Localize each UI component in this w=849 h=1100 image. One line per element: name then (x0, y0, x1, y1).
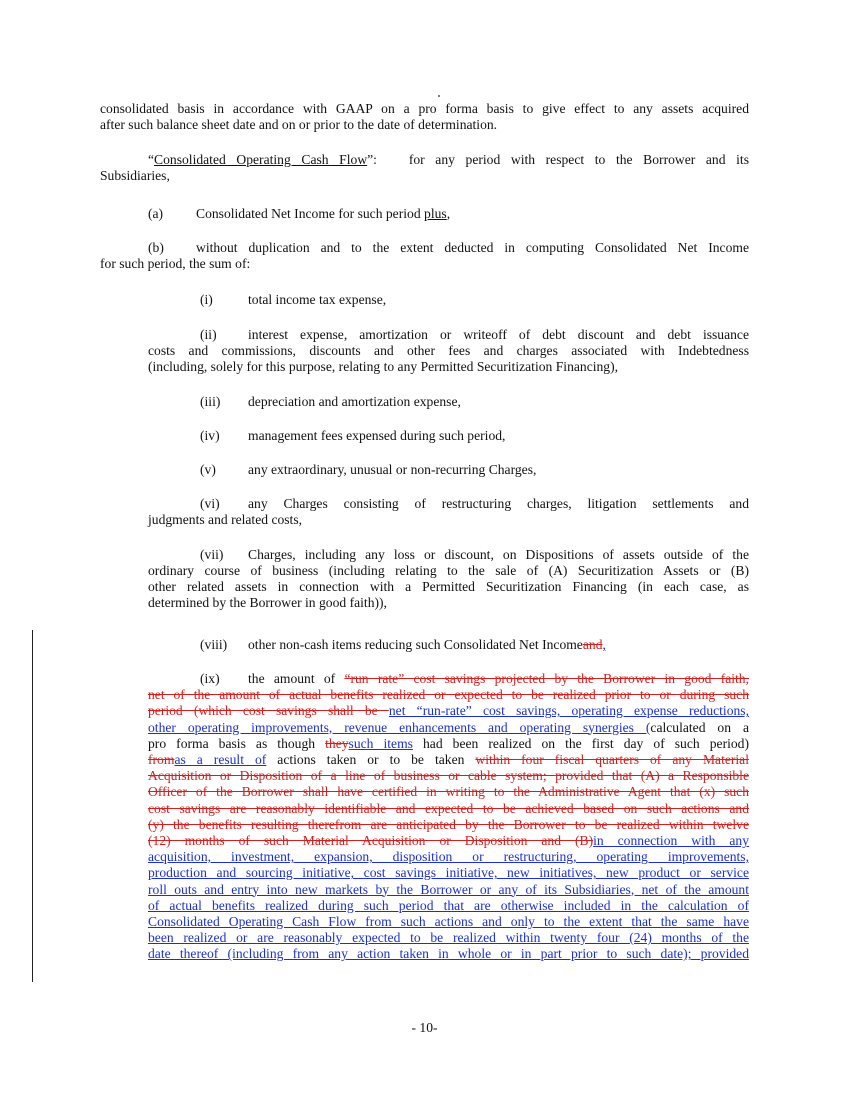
inserted-text: production and sourcing initiative, cost savings initiative, new initiatives, new product or service (148, 865, 749, 881)
item-b-line-1 (100, 240, 749, 256)
item-vii-line-1 (148, 547, 749, 563)
deleted-text: provided (555, 768, 604, 784)
item-iii-text: depreciation and amortization expense, (248, 394, 461, 409)
body-text: actions taken or to be taken (266, 752, 476, 767)
item-vi-line-2: judgments and related costs, (148, 512, 303, 527)
item-ii-line-1 (148, 327, 749, 343)
body-text: pro forma basis as though (148, 735, 326, 751)
item-ix-line (148, 687, 749, 703)
deleted-text: cost savings are reasonably identifiable and expected to be achieved based on such actions and (148, 800, 749, 816)
item-ix-line (148, 703, 749, 719)
item-ix-line (148, 768, 749, 784)
inserted-text: acquisition, investment, expansion, disposition or restructuring, operating improvements, (148, 849, 749, 865)
item-iv-label: (iv) (200, 428, 220, 443)
open-quote: “ (148, 152, 155, 167)
item-v-text: any extraordinary, unusual or non-recurring Charges, (248, 462, 537, 477)
item-vii-line-4: determined by the Borrower in good faith)), (148, 595, 387, 610)
item-a-tail: , (446, 206, 451, 221)
item-ix-line (148, 752, 749, 768)
item-vi-label: (vi) (200, 496, 220, 511)
item-ii-line-3: (including, solely for this purpose, relating to any Permitted Securitization Financing), (148, 359, 619, 374)
inserted-text: as a result of (174, 752, 267, 767)
close-quote: ”: (367, 152, 377, 167)
deleted-text: Officer of the Borrower shall have certified in writing to the Administrative Agent that (x) such (148, 784, 749, 800)
item-iv-text: management fees expensed during such period, (248, 428, 506, 443)
item-vi-line-1 (148, 496, 749, 512)
item-iv (148, 428, 749, 444)
intro-line-1: consolidated basis in accordance with GAAP on a pro forma basis to give effect to any assets acquired (100, 101, 749, 116)
item-iii-label: (iii) (200, 394, 221, 409)
inserted-text: roll outs and entry into new markets by the Borrower or any of its Subsidiaries, net of the amount (148, 881, 749, 897)
item-ix-line (148, 898, 749, 914)
deleted-text: from (148, 752, 175, 767)
item-vii-line-2: ordinary course of business (including relating to the sale of (A) Securitization Assets or (B) (148, 563, 749, 578)
item-i-text: total income tax expense, (248, 292, 387, 307)
item-viii-label: (viii) (200, 637, 228, 652)
item-ix-line (148, 817, 749, 833)
inserted-text: such items (348, 735, 413, 751)
definition-rest: for any period with respect to the Borrower and its (408, 152, 749, 167)
item-vi-text-1: any Charges consisting of restructuring charges, litigation settlements and (248, 496, 749, 511)
item-ix-line (148, 720, 749, 736)
revision-change-bar (32, 630, 33, 982)
item-viii-text: other non-cash items reducing such Consolidated Net Income (248, 637, 583, 652)
item-viii-inserted: , (602, 637, 606, 652)
item-ii-line-2: costs and commissions, discounts and other fees and charges associated with Indebtedness (148, 343, 749, 358)
deleted-text: “run rate” cost savings projected by the Borrower in good faith, (344, 671, 750, 686)
item-b-label: (b) (148, 240, 164, 255)
item-ix-line (148, 801, 749, 817)
inserted-text: other operating improvements, revenue enhancements and operating synergies ( (148, 719, 651, 735)
item-i (148, 292, 749, 308)
inserted-text: been realized or are reasonably expected to be realized within twenty four (24) months of the (148, 930, 749, 946)
item-b-text: without duplication and to the extent deducted in computing Consolidated Net Income (196, 240, 749, 255)
item-vii-line-3: other related assets in connection with a Permitted Securitization Financing (in each case, as (148, 579, 749, 594)
body-text: calculated on a (650, 719, 749, 735)
item-ix-line (148, 671, 749, 687)
item-ix-label: (ix) (200, 671, 220, 686)
item-a-text: Consolidated Net Income for such period (196, 206, 425, 221)
item-vii-text-1: Charges, including any loss or discount, on Dispositions of assets outside of the (248, 547, 749, 562)
definition-line-2: Subsidiaries, (100, 168, 170, 183)
deleted-text: net of the amount of actual benefits realized or expected to be realized prior to or during such (148, 687, 749, 703)
deleted-text: they (325, 735, 349, 751)
item-a-plus: plus (424, 206, 447, 221)
deleted-text: that (A) a Responsible (603, 768, 749, 784)
item-i-label: (i) (200, 292, 213, 307)
item-ix-line (148, 736, 749, 752)
deleted-text: (12) months of such Material Acquisition or Disposition and (B) (148, 833, 594, 848)
item-a-label: (a) (148, 206, 164, 221)
body-text: had been realized on the first day of such period) (412, 735, 749, 751)
item-ix-line (148, 930, 749, 946)
item-a (100, 206, 749, 222)
item-ix-line (148, 882, 749, 898)
deleted-text: period (which cost savings shall be (148, 703, 389, 719)
inserted-text: net “run-rate” cost savings, operating expense reductions, (388, 703, 749, 719)
item-ii-text-1: interest expense, amortization or writeoff of debt discount and debt issuance (248, 327, 749, 342)
item-b-line-2: for such period, the sum of: (100, 256, 251, 271)
deleted-text: within four fiscal quarters of any Material (475, 752, 749, 767)
scan-speck (438, 95, 440, 97)
item-viii-deleted: and (582, 637, 603, 652)
definition-line-1 (100, 152, 749, 168)
inserted-text: Consolidated Operating Cash Flow from such actions and only to the extent that the same have (148, 914, 749, 929)
inserted-text: of actual benefits realized during such period that are otherwise included in the calculation of (148, 897, 749, 913)
item-ix-line (148, 914, 749, 930)
intro-line-2: after such balance sheet date and on or prior to the date of determination. (100, 117, 498, 132)
defined-term: Consolidated Operating Cash Flow (154, 152, 368, 167)
item-ii-label: (ii) (200, 327, 217, 342)
item-ix-line (148, 833, 749, 849)
item-ix-line (148, 784, 749, 800)
item-ix-line (148, 849, 749, 865)
deleted-text: (y) the benefits resulting therefrom are anticipated by the Borrower to be realized within twelve (148, 816, 749, 832)
page-number: - 10- (411, 1020, 438, 1035)
item-ix-line (148, 865, 749, 881)
item-ix-line (148, 946, 749, 962)
item-viii (148, 637, 749, 653)
inserted-text: date thereof (including from any action taken in whole or in part prior to such date); provided (148, 946, 749, 962)
item-vii-label: (vii) (200, 547, 224, 562)
deleted-text: Acquisition or Disposition of a line of business or cable system; (148, 768, 556, 784)
inserted-text: in connection with any (593, 833, 750, 848)
body-text: the amount of (248, 671, 345, 686)
item-v-label: (v) (200, 462, 216, 477)
item-iii (148, 394, 749, 410)
item-v (148, 462, 749, 478)
